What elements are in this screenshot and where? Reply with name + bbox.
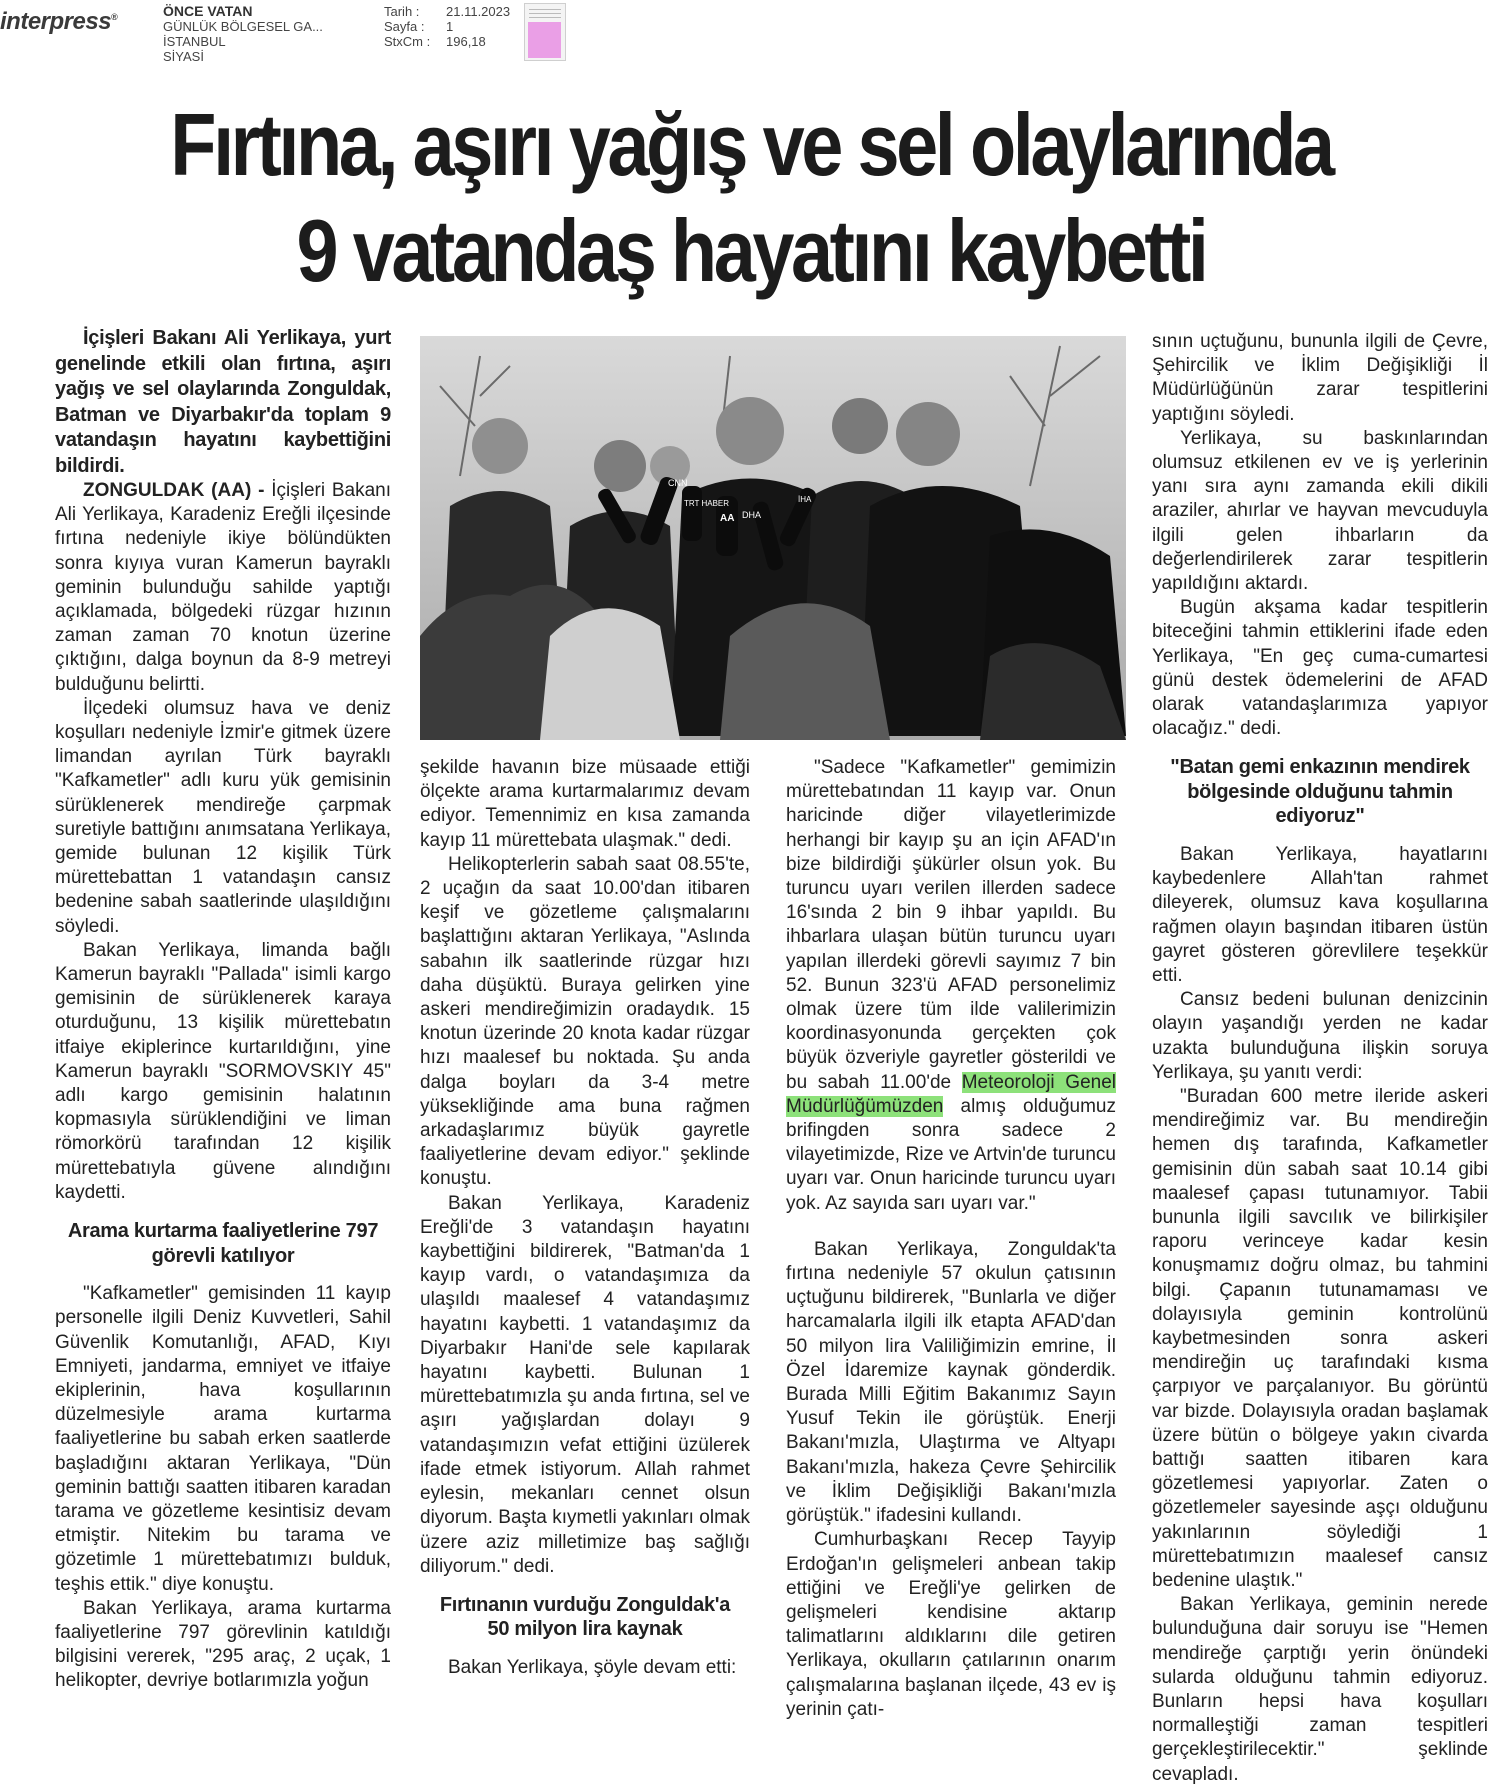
date-label: Tarih :: [384, 4, 420, 19]
column-4: [1152, 330, 1488, 1787]
clipping-source-info: [163, 4, 323, 64]
subheading: Fırtınanın vurduğu Zonguldak'a 50 milyon lira kaynak: [439, 1593, 731, 1641]
paragraph: sının uçtuğunu, bununla ilgili de Çevre, Şehircilik ve İklim Değişikliği İl Müdürlüğünün zarar tespitlerini yaptığını söyledi.: [1152, 331, 1488, 425]
interpress-logo: [0, 8, 117, 36]
stxcm-label: StxCm :: [384, 34, 431, 49]
publication-category: GÜNLÜK BÖLGESEL GA...: [163, 19, 323, 34]
paragraph: Helikopterlerin sabah saat 08.55'te, 2 uçağın da saat 10.00'dan itibaren keşif ve gözetleme çalışmalarını başlattığını aktaran Yerlikaya, "Aslında sabahın ilk saatlerinde rüzgar hızı daha düşüktü. Buraya gelirken yine askeri mendireğimizin oradaydık. 15 knotun üzerinde 20 knota kadar rüzgar hızı maalesef bu noktada. Şu anda dalga boyları da 3-4 metre yüksekliğinde ama buna rağmen arkadaşlarımız büyük gayretle faaliyetlerine devam ediyor." şeklinde konuştu.: [420, 853, 750, 1190]
paragraph: Bakan Yerlikaya, limanda bağlı Kamerun bayraklı "Pallada" isimli kargo gemisinin de sürüklenerek karaya oturduğunu, 13 kişilik mürettebatın itfaiye ekiplerince kurtarıldığını, yine Kamerun bayraklı "SORMOVSKIY 45" adlı kargo gemisinin halatının kopmasıyla sürüklendiğini ve liman römorkörü tarafından 12 kişilik mürettebatıyla güvene alındığını kaydetti.: [55, 939, 391, 1203]
publication-name: ÖNCE VATAN: [163, 3, 253, 19]
paragraph: İlçedeki olumsuz hava ve deniz koşulları nedeniyle İzmir'e gitmek üzere limandan ayrılan Türk bayraklı "Kafkametler" adlı kuru yük gemisinin sürüklenerek mendireğe çarpmak suretiyle battığını anımsatana Yerlikaya, gemide bulunan 12 kişilik Türk mürettebattan 1 vatandaşın cansız bedenine sabah saatlerinde ulaşıldığını söyledi.: [55, 697, 391, 937]
paragraph: Bakan Yerlikaya, şöyle devam etti:: [448, 1656, 737, 1678]
clipping-meta: [384, 4, 510, 49]
page-thumbnail[interactable]: [524, 3, 566, 61]
news-photo: [420, 336, 1126, 740]
thumbnail-article-mark: [528, 22, 561, 58]
publication-city: İSTANBUL: [163, 34, 226, 49]
stxcm-value: 196,18: [446, 34, 486, 49]
headline: [105, 92, 1397, 304]
thumbnail-line: [529, 9, 561, 10]
page-value: 1: [446, 19, 454, 34]
publication-section: SİYASİ: [163, 49, 204, 64]
subheading: Arama kurtarma faaliyetlerine 797 görevli katılıyor: [67, 1220, 379, 1267]
paragraph: Bakan Yerlikaya, geminin nerede bulunduğuna dair soruyu ise "Hemen mendireğe çarptığı yerin önündeki sularda olduğunu tahmin ediyoruz. Bunların hepsi hava koşulları normalleştiği zaman tespitleri gerçekleştirilecektir." şeklinde cevapladı.: [1152, 1594, 1488, 1785]
column-2: [420, 756, 750, 1680]
column-3: [786, 756, 1116, 1722]
paragraph: Bakan Yerlikaya, Karadeniz Ereğli'de 3 vatandaşın hayatını kaybettiğini bildirerek, "Batman'da 1 kayıp vardı, o vatandaşımıza da ulaşıldı maalesef 4 vatandaşımız hayatını kaybetti. 1 vatandaşımız da Diyarbakır Hani'de sele kapılarak hayatını kaybetti. Bulunan 1 mürettebatımızla şu anda fırtına, sel ve aşırı yağışlardan dolayı 9 vatandaşımızın vefat ettiğini üzülerek ifade etmek istiyorum. Allah rahmet eylesin, mekanları cennet olsun diyorum. Başta kıymetli yakınları olmak üzere aziz milletimize baş sağlığı diliyorum." dedi.: [420, 1192, 750, 1577]
paragraph: "Buradan 600 metre ileride askeri mendireğimiz var. Bu mendireğin hemen dış tarafında, Kafkametler gemisinin dün sabah saat 10.14 gibi maalesef çapası tutunamıyor. Tabii bununla ilgili savcılık ve bilirkişiler raporu verinceye kadar kesin konuşmamız doğru olmaz, bu tahmini bilgi. Çapanın tutunamaması ve dolayısıyla geminin kontrolünü kaybetmesinden sonra askeri mendireğin uç tarafındaki kısma çarpıyor ve parçalanıyor. Bu görüntü var bizde. Dolayısıyla oradan başlamak üzere bütün o bölgeye yakın civarda battığı saatten itibaren kara gözetlemesi yapıyorlar. Zaten o gözetlemeler sayesinde aşçı olduğunu yakınlarının söylediği 1 mürettebatımızın maalesef cansız bedenine ulaştık.": [1152, 1085, 1488, 1592]
paragraph: Cumhurbaşkanı Recep Tayyip Erdoğan'ın gelişmeleri anbean takip ettiğini ve Ereğli'ye gelirken de gelişmeleri kendisine aktarıp talimatlarını aldıklarını dile getiren Yerlikaya, okulların çatılarının onarım çalışmalarına başlanan ilçede, 43 ev iş yerinin çatı-: [786, 1529, 1116, 1720]
paragraph: [786, 756, 1116, 1216]
highlighted-text: Meteoroloji Genel Müdürlüğümüzden: [786, 1071, 1116, 1117]
mic-label: DHA: [742, 510, 762, 520]
headline-line-1: Fırtına, aşırı yağış ve sel olaylarında: [170, 95, 1332, 194]
lead-paragraph: İçişleri Bakanı Ali Yerlikaya, yurt genelinde etkili olan fırtına, aşırı yağış ve sel olaylarında Zonguldak, Batman ve Diyarbakır'da toplam 9 vatandaşın hayatını kaybettiğini bildirdi.: [55, 327, 391, 477]
subheading: "Batan gemi enkazının mendirek bölgesinde olduğunu tahmin ediyoruz": [1170, 756, 1470, 828]
thumbnail-line: [529, 13, 561, 14]
dateline: ZONGULDAK (AA) -: [83, 480, 265, 501]
paragraph: Bakan Yerlikaya, arama kurtarma faaliyetlerine 797 görevlinin katıldığı bilgisini vererek, "295 araç, 2 uçak, 1 helikopter, devriye botlarımızla yoğun: [55, 1597, 391, 1692]
page-label: Sayfa :: [384, 19, 425, 34]
headline-line-2: 9 vatandaş hayatını kaybetti: [296, 201, 1206, 300]
paragraph: Bakan Yerlikaya, Zonguldak'ta fırtına nedeniyle 57 okulun çatısının uçtuğunu bildirerek, "Bunlarla ve diğer harcamalarla ilgili ilk etapta AFAD'dan 50 milyon lira Valiliğimizin emrine, İl Özel İdaremize kaynak gönderdik. Burada Milli Eğitim Bakanımız Sayın Yusuf Tekin ile görüştük. Enerji Bakanı'mızla, Ulaştırma ve Altyapı Bakanı'mızla, hakeza Çevre Şehircilik ve İklim Değişikliği Bakanı'mızla görüştük." ifadesini kullandı.: [786, 1238, 1116, 1527]
paragraph-text: "Sadece "Kafkametler" gemimizin mürettebatından 11 kayıp var. Onun haricinde diğer vilayetlerimizde herhangi bir kayıp şu an için AFAD'ın bize bildirdiği şükürler olsun yok. Bu turuncu uyarı verilen illerden sadece 16'sında 2 bin 9 ihbar yapıldı. Bu ihbarlara ulaşan bütün turuncu uyarı yapılan illerdeki görevli sayımız 7 bin 52. Bunun 323'ü AFAD personelimiz olmak üzere tüm ilde valilerimizin koordinasyonunda gerçekten çok büyük özveriyle gayretler gösterildi ve bu sabah 11.00'de: [786, 757, 1116, 1093]
paragraph: Bakan Yerlikaya, hayatlarını kaybedenlere Allah'tan rahmet dileyerek, olumsuz kava koşullarına rağmen olayın başından itibaren üstün gayret gösteren görevlilere teşekkür etti.: [1152, 843, 1488, 986]
date-value: 21.11.2023: [446, 4, 511, 19]
registered-mark: ®: [111, 12, 118, 22]
paragraph: [55, 479, 391, 697]
thumbnail-line: [529, 17, 561, 18]
logo-text: interpress: [0, 8, 112, 35]
photo-illustration: [420, 336, 1126, 740]
mic-label: İHA: [798, 495, 812, 504]
paragraph-text: İçişleri Bakanı Ali Yerlikaya, Karadeniz Ereğli ilçesinde fırtına nedeniyle ikiye bölündükten sonra kıyıya vuran Kamerun bayraklı geminin bulunduğu sahilde yaptığı açıklamada, bölgedeki rüzgar hızının zaman zaman 70 knotun üzerine çıktığını, dalga boynun da 8-9 metreyi bulduğunu belirtti.: [55, 480, 392, 695]
mic-label: TRT HABER: [684, 499, 730, 508]
column-1: [55, 326, 391, 1694]
mic-label: CNN: [668, 478, 688, 488]
paragraph: Bugün akşama kadar tespitlerin biteceğini tahmin ettiklerini ifade eden Yerlikaya, "En geç cuma-cumartesi günü destek ödemelerini de AFAD olarak vatandaşlarımıza yapıyor olacağız." dedi.: [1152, 597, 1488, 740]
paragraph: Yerlikaya, su baskınlarından olumsuz etkilenen ev ve iş yerlerinin yanı sıra aynı zamanda ekili dikili araziler, ahırlar ve hayvan mevcuduyla ilgili gelen ihbarların da değerlendirilerek zarar tespitlerin yapıldığını aktardı.: [1152, 427, 1488, 595]
paragraph: Cansız bedeni bulunan denizcinin olayın yaşandığı yerden ne kadar uzakta bulunduğuna ilişkin soruya Yerlikaya, şu yanıtı verdi:: [1152, 989, 1488, 1083]
paragraph-text: almış olduğumuz brifingden sonra sadece 2 vilayetimizde, Rize ve Artvin'de turuncu uyarı var. Onun haricinde turuncu uyarı yok. Az sayıda sarı uyarı var.": [786, 1095, 1116, 1214]
mic-label: AA: [720, 513, 735, 524]
paragraph: "Kafkametler" gemisinden 11 kayıp personelle ilgili Deniz Kuvvetleri, Sahil Güvenlik Komutanlığı, AFAD, Kıyı Emniyeti, jandarma, emniyet ve itfaiye ekiplerinin, hava koşullarının düzelmesiyle arama kurtarma faaliyetlerine bu sabah erken saatlerde başladığını aktaran Yerlikaya, "Dün geminin battığı saatten itibaren karadan tarama ve gözetleme kesintisiz devam etmiştir. Nitekim bu tarama ve gözetimle 1 mürettebatımızı bulduk, teşhis ettik." diye konuştu.: [55, 1283, 391, 1595]
paragraph: şekilde havanın bize müsaade ettiği ölçekte arama kurtarmalarımız devam ediyor. Temennimiz en kısa zamanda kayıp 11 mürettebata ulaşmak." dedi.: [420, 757, 750, 851]
